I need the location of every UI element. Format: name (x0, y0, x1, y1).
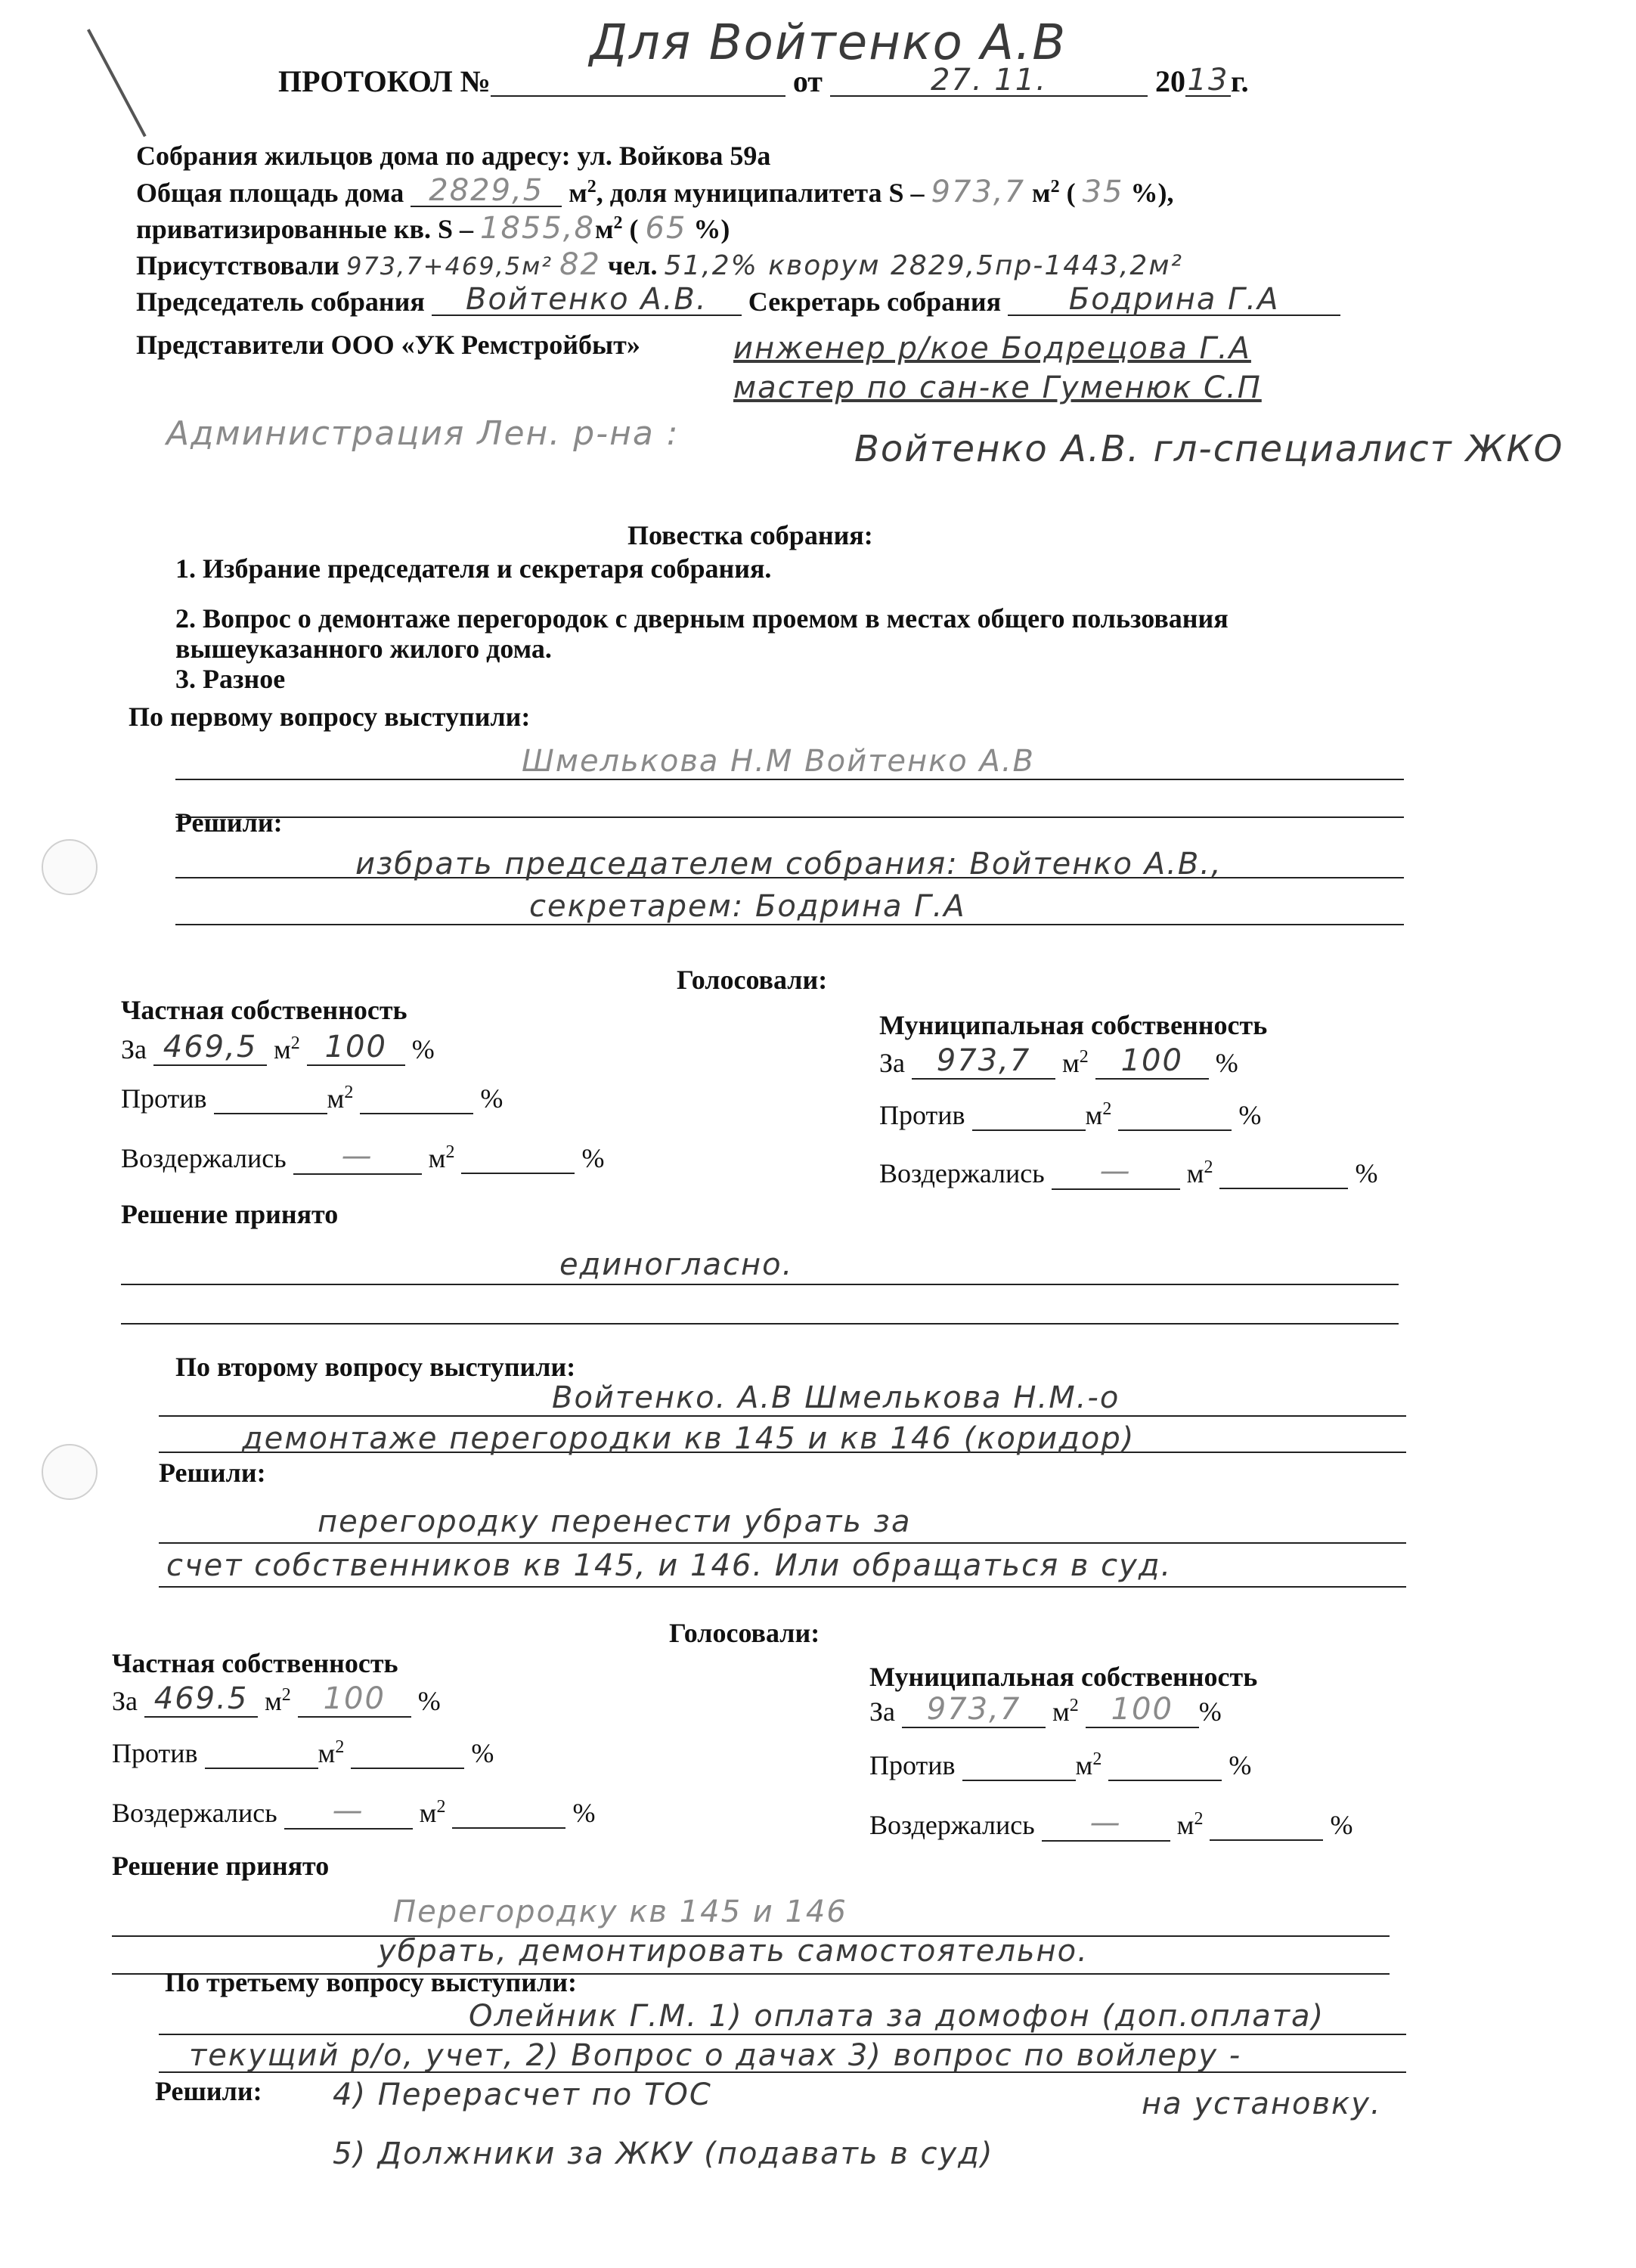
m2-label: м (1186, 1158, 1204, 1188)
m2-label: м (274, 1034, 291, 1064)
pct-label: % (581, 1143, 605, 1173)
pct-label: % (1238, 1100, 1262, 1130)
municipal-value: 973,7 (931, 175, 1026, 209)
agenda-item-2-cont: вышеуказанного жилого дома. (175, 634, 552, 664)
q3-decided-value-2: на установку. (1142, 2087, 1382, 2121)
q1-private-for-m2: 469,5 (163, 1030, 258, 1064)
q1-municipal-against: Против $м^2$ % (879, 1099, 1262, 1130)
pct-open: ( (1066, 178, 1076, 208)
agenda-item-2: 2. Вопрос о демонтаже перегородок с дверным проемом в местах общего пользования (175, 603, 1229, 634)
chairman-label: Председатель собрания (136, 287, 425, 317)
dash-value: — (332, 1793, 364, 1828)
q1-private-title: Частная собственность (121, 995, 407, 1025)
protocol-number-label: ПРОТОКОЛ № (278, 64, 491, 98)
municipal-label: , доля муниципалитета S – (596, 178, 925, 208)
secretary-value: Бодрина Г.А (1068, 282, 1280, 317)
agenda-item-3: 3. Разное (175, 664, 286, 694)
m2-label: м (1176, 1810, 1194, 1840)
m2-label: м (428, 1143, 446, 1173)
present-value: 973,7+469,5м² (346, 252, 553, 280)
handwritten-header: Для Войтенко А.В (590, 15, 1067, 71)
chairman-line (136, 282, 1340, 318)
for-label: За (879, 1048, 906, 1078)
reps-label: Представители ООО «УК Ремстройбыт» (136, 330, 640, 360)
q2-private-for: За 469.5 $м^2$ 100 % (112, 1681, 441, 1716)
pct-label: % (572, 1798, 596, 1828)
q2-decided-value-1: перегородку перенести убрать за (318, 1504, 912, 1539)
punch-hole-top (42, 839, 98, 895)
for-label: За (112, 1686, 138, 1716)
q2-private-abstain: Воздержались — $м^2$ % (112, 1793, 596, 1828)
abstain-label: Воздержались (879, 1158, 1045, 1188)
m2-label: м (1085, 1100, 1103, 1130)
q1-accepted-value: единогласно. (559, 1247, 794, 1282)
year-prefix: 20 (1154, 64, 1185, 98)
year-suffix: г. (1230, 64, 1249, 98)
q2-municipal-for: За 973,7 $м^2$ 100 % (869, 1692, 1222, 1727)
present-people: 82 (559, 247, 601, 282)
against-label: Против (869, 1750, 956, 1780)
q2-private-against: Против $м^2$ % (112, 1737, 494, 1768)
secretary-field (1008, 284, 1340, 316)
q1-municipal-for-pct: 100 (1120, 1043, 1183, 1078)
q2-decided-label: Решили: (159, 1458, 266, 1488)
dash-value: — (1099, 1154, 1132, 1188)
area-label: Общая площадь дома (136, 178, 404, 208)
reps-value-1: инженер р/кое Бодрецова Г.А (733, 331, 1251, 366)
punch-hole-bottom (42, 1444, 98, 1500)
municipal-unit: м (1032, 178, 1051, 208)
private-line: приватизированные кв. S – $1855,8м^2$ ( 65 %) (136, 211, 730, 246)
q1-municipal-for: За 973,7 $м^2$ 100 % (879, 1043, 1238, 1078)
q2-private-for-m2: 469.5 (153, 1681, 249, 1716)
pct-label: % (1215, 1048, 1238, 1078)
q3-speakers-value-1: Олейник Г.М. 1) оплата за домофон (доп.оплата) (469, 1999, 1325, 2034)
against-label: Против (879, 1100, 965, 1130)
abstain-label: Воздержались (112, 1798, 277, 1828)
pct-label: % (1198, 1696, 1222, 1727)
private-label: приватизированные кв. S – (136, 214, 473, 244)
pct-close: %), (1130, 178, 1174, 208)
date-field (830, 65, 1148, 97)
q1-voted-label: Голосовали: (677, 965, 828, 995)
q2-municipal-for-pct: 100 (1111, 1692, 1173, 1727)
pct-label: % (417, 1686, 441, 1716)
abstain-label: Воздержались (869, 1810, 1035, 1840)
pct-label: % (411, 1034, 435, 1064)
q2-private-title: Частная собственность (112, 1648, 398, 1678)
pct-label: % (1229, 1750, 1252, 1780)
q1-decided-value-2: секретарем: Бодрина Г.А (529, 889, 966, 924)
q3-speakers-value-2: текущий р/о, учет, 2) Вопрос о дачах 3) вопрос по войлеру - (189, 2038, 1242, 2073)
pct-label: % (1355, 1158, 1378, 1188)
quorum-value: 51,2% кворум 2829,5пр-1443,2м² (664, 250, 1183, 281)
q2-voted-label: Голосовали: (669, 1618, 820, 1648)
area-line: Общая площадь дома 2829,5 $м^2$, доля муниципалитета S – 973,7 $м^2$ ( 35 %), (136, 173, 1174, 209)
q2-municipal-against: Против $м^2$ % (869, 1749, 1252, 1780)
q3-decided-label: Решили: (155, 2076, 262, 2106)
q1-municipal-title: Муниципальная собственность (879, 1010, 1268, 1040)
private-pct: 65 (645, 211, 687, 246)
q2-speakers-value-1: Войтенко. А.В Шмелькова Н.М.-о (552, 1380, 1120, 1415)
private-pct-close: %) (693, 214, 730, 244)
pct-label: % (1330, 1810, 1353, 1840)
agenda-item-1: 1. Избрание председателя и секретаря собрания. (175, 553, 772, 584)
private-value: 1855,8 (480, 211, 595, 246)
present-label: Присутствовали (136, 250, 340, 280)
q2-speakers-label: По второму вопросу выступили: (175, 1352, 576, 1382)
dash-value: — (1089, 1805, 1122, 1840)
pct-label: % (471, 1738, 494, 1768)
q1-private-against: Против $м^2$ % (121, 1083, 504, 1114)
m2-label: м (419, 1798, 437, 1828)
q2-municipal-for-m2: 973,7 (926, 1692, 1021, 1727)
q2-accepted-label: Решение принято (112, 1851, 330, 1881)
m2-label: м (327, 1083, 345, 1114)
q3-decided-value-1: 4) Перерасчет по ТОС (333, 2077, 712, 2112)
year-field (1185, 65, 1231, 97)
q1-decided-label: Решили: (175, 807, 283, 838)
q1-private-abstain: Воздержались — $м^2$ % (121, 1139, 605, 1173)
q1-decided-value-1: избрать председателем собрания: Войтенко А.В., (355, 847, 1222, 881)
admin-label: Администрация Лен. р-на : (166, 414, 680, 453)
m2-label: м (1075, 1750, 1093, 1780)
q2-accepted-value-2: убрать, демонтировать самостоятельно. (378, 1934, 1089, 1969)
present-people-unit: чел. (607, 250, 658, 280)
m2-label: м (1052, 1696, 1070, 1727)
q1-speakers-label: По первому вопросу выступили: (129, 702, 531, 732)
against-label: Против (112, 1738, 198, 1768)
dash-value: — (341, 1139, 373, 1173)
protocol-number-field (491, 65, 785, 97)
area-value: 2829,5 (429, 173, 544, 208)
area-unit: м (569, 178, 587, 208)
against-label: Против (121, 1083, 207, 1114)
for-label: За (869, 1696, 896, 1727)
reps-value-2: мастер по сан-ке Гуменюк С.П (733, 370, 1262, 405)
date-from-label: от (792, 64, 823, 98)
date-value: 27. 11. (930, 63, 1047, 98)
municipal-pct: 35 (1082, 175, 1124, 209)
q2-private-for-pct: 100 (323, 1681, 386, 1716)
q2-municipal-title: Муниципальная собственность (869, 1662, 1258, 1692)
q1-municipal-for-m2: 973,7 (936, 1043, 1031, 1078)
chairman-value: Войтенко А.В. (466, 282, 708, 317)
year-value: 13 (1187, 63, 1229, 98)
m2-label: м (318, 1738, 336, 1768)
area-field (411, 175, 562, 207)
q1-private-for: За 469,5 $м^2$ 100 % (121, 1030, 435, 1064)
q1-municipal-abstain: Воздержались — $м^2$ % (879, 1154, 1378, 1188)
q2-decided-value-2: счет собственников кв 145, и 146. Или обращаться в суд. (166, 1548, 1173, 1583)
agenda-title: Повестка собрания: (627, 520, 873, 550)
m2-label: м (1062, 1048, 1080, 1078)
private-unit: м (594, 214, 614, 244)
meeting-address: Собрания жильцов дома по адресу: ул. Войкова 59а (136, 141, 771, 171)
q1-private-for-pct: 100 (324, 1030, 387, 1064)
protocol-title (278, 63, 1249, 98)
admin-value: Войтенко А.В. гл-специалист ЖКО (854, 428, 1564, 470)
q1-speakers-value: Шмелькова Н.М Войтенко А.В (522, 744, 1035, 779)
private-pct-open: ( (629, 214, 639, 244)
present-line (136, 249, 1183, 280)
q2-accepted-value-1: Перегородку кв 145 и 146 (393, 1895, 847, 1929)
m2-label: м (265, 1686, 282, 1716)
chairman-field (432, 284, 742, 316)
scan-mark (87, 29, 147, 137)
pct-label: % (480, 1083, 504, 1114)
for-label: За (121, 1034, 147, 1064)
q3-decided-value-3: 5) Должники за ЖКУ (подавать в суд) (333, 2136, 994, 2171)
q3-speakers-label: По третьему вопросу выступили: (165, 1967, 577, 1997)
q2-speakers-value-2: демонтаже перегородки кв 145 и кв 146 (коридор) (242, 1421, 1136, 1456)
secretary-label: Секретарь собрания (748, 287, 1002, 317)
q2-municipal-abstain: Воздержались — $м^2$ % (869, 1805, 1353, 1840)
abstain-label: Воздержались (121, 1143, 287, 1173)
q1-accepted-label: Решение принято (121, 1199, 339, 1229)
